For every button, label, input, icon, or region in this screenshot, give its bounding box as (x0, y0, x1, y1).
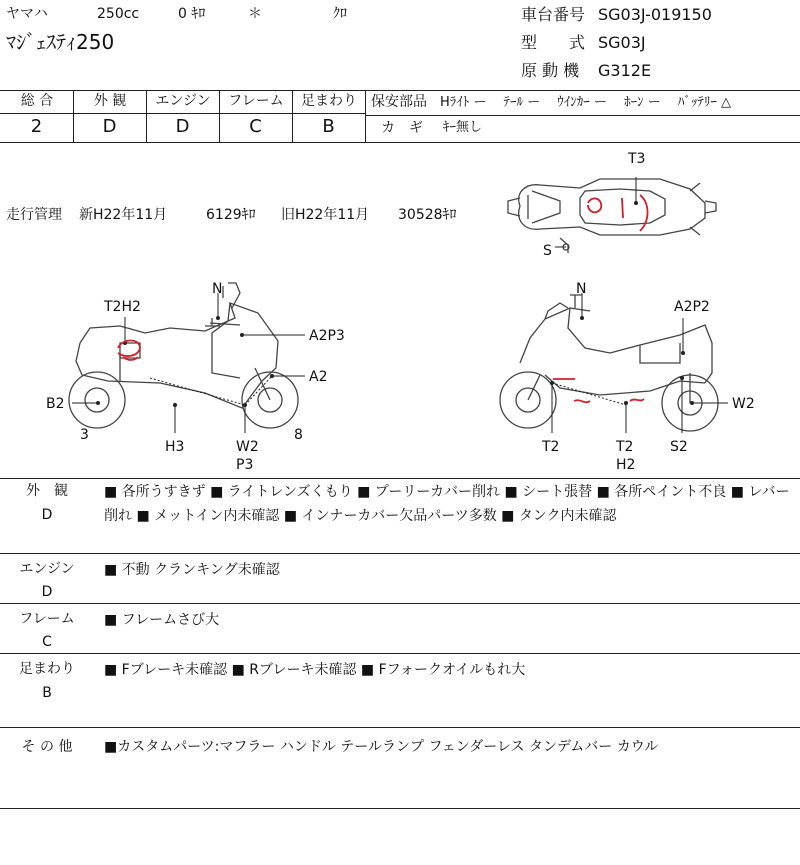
diagram-label-b2: B2 (46, 396, 65, 412)
section-label: 外 観 (26, 483, 68, 499)
section-grade: B (42, 685, 52, 701)
section-grade: D (41, 507, 53, 523)
grade-label-frame: フレーム (228, 93, 284, 109)
key-label: カ ギ (381, 120, 423, 136)
section-grade: C (42, 634, 52, 650)
diagram-label-left-w2: W2 (236, 439, 259, 455)
color: ｸﾛ (333, 6, 347, 22)
mileage-label: 走行管理 (6, 207, 62, 223)
engine-label: 原 動 機 (521, 61, 580, 80)
diagram-label-h3: H3 (165, 439, 185, 455)
section-grade: D (41, 584, 53, 600)
diagram-label-right-t2-a: T2 (542, 439, 560, 455)
section-text: ■カスタムパーツ:マフラー ハンドル テールランプ フェンダーレス タンデムバー カウル (104, 739, 659, 755)
grade-label-exterior: 外 観 (93, 93, 127, 109)
frame-no-label: 車台番号 (521, 5, 586, 24)
diagram-label-right-t2-b: T2 (616, 439, 634, 455)
type-label: 型 式 (521, 33, 586, 52)
section-label: フレーム (19, 611, 75, 627)
diagram-label-a2p2: A2P2 (674, 299, 710, 315)
diagram-label-s2: S2 (670, 439, 688, 455)
mileage-old-value: 30528ｷﾛ (398, 207, 457, 223)
diagram-label-right-n: N (576, 281, 587, 297)
model-name: ﾏｼﾞｪｽﾃｨ250 (6, 30, 115, 54)
grade-label-engine: エンジン (155, 93, 211, 109)
diagram-label-a2p3: A2P3 (309, 328, 345, 344)
grade-engine: D (175, 116, 190, 137)
grade-suspension: B (322, 116, 335, 137)
key-value: ｷｰ無し (443, 120, 483, 135)
diagram-label-right-w2: W2 (732, 396, 755, 412)
asterisk: ＊ (248, 6, 262, 22)
diagram-label-left-a2: A2 (309, 369, 328, 385)
damage-diagram (0, 143, 800, 478)
grade-label-suspension: 足まわり (301, 93, 357, 109)
diagram-label-s: S (543, 243, 552, 259)
diagram-label-right-h2: H2 (616, 457, 636, 473)
section-text: ■ 各所うすきず ■ ライトレンズくもり ■ プーリーカバー削れ ■ シート張替 ■ 各所ペイント不良 ■ レバー削れ ■ メットイン内未確認 ■ インナーカバー欠品パーツ多数 ■ タンク内未確認 (104, 484, 790, 524)
scooter-top-view (508, 179, 716, 253)
mileage-new-label: 新H22年11月 (79, 207, 168, 223)
grade-exterior: D (102, 116, 117, 137)
diagram-label-left-n: N (212, 281, 223, 297)
frame-no: SG03J-019150 (598, 5, 712, 24)
grade-frame: C (249, 116, 262, 137)
mileage-old-label: 旧H22年11月 (281, 207, 370, 223)
scooter-right-view (500, 295, 718, 431)
engine-value: G312E (598, 61, 652, 80)
diagram-label-t2h2: T2H2 (104, 299, 141, 315)
diagram-label-3: 3 (80, 427, 89, 443)
safety-items: Hﾗｲﾄ ー ﾃｰﾙ ー ｳｲﾝｶｰ ー ﾎｰﾝ ー ﾊﾞｯﾃﾘｰ △ (440, 95, 731, 110)
type-value: SG03J (598, 33, 646, 52)
section-label: そ の 他 (21, 739, 73, 755)
maker: ヤマハ (6, 6, 48, 22)
section-text: ■ Fブレーキ未確認 ■ Rブレーキ未確認 ■ Fフォークオイルもれ大 (104, 662, 526, 678)
damage-marks (118, 195, 648, 402)
grade-overall: 2 (30, 116, 43, 137)
displacement: 250cc (97, 6, 140, 22)
mileage-new-value: 6129ｷﾛ (206, 207, 256, 223)
zero-km: 0 ｷﾛ (178, 6, 206, 22)
section-label: 足まわり (19, 661, 75, 677)
safety-label: 保安部品 (371, 94, 427, 110)
grade-label-overall: 総 合 (20, 93, 54, 109)
diagram-label-p3: P3 (236, 457, 254, 473)
section-text: ■ 不動 クランキング未確認 (104, 562, 280, 578)
diagram-label-8: 8 (294, 427, 303, 443)
section-label: エンジン (19, 561, 75, 577)
diagram-label-t3: T3 (628, 151, 646, 167)
section-text: ■ フレームさび大 (104, 612, 220, 628)
